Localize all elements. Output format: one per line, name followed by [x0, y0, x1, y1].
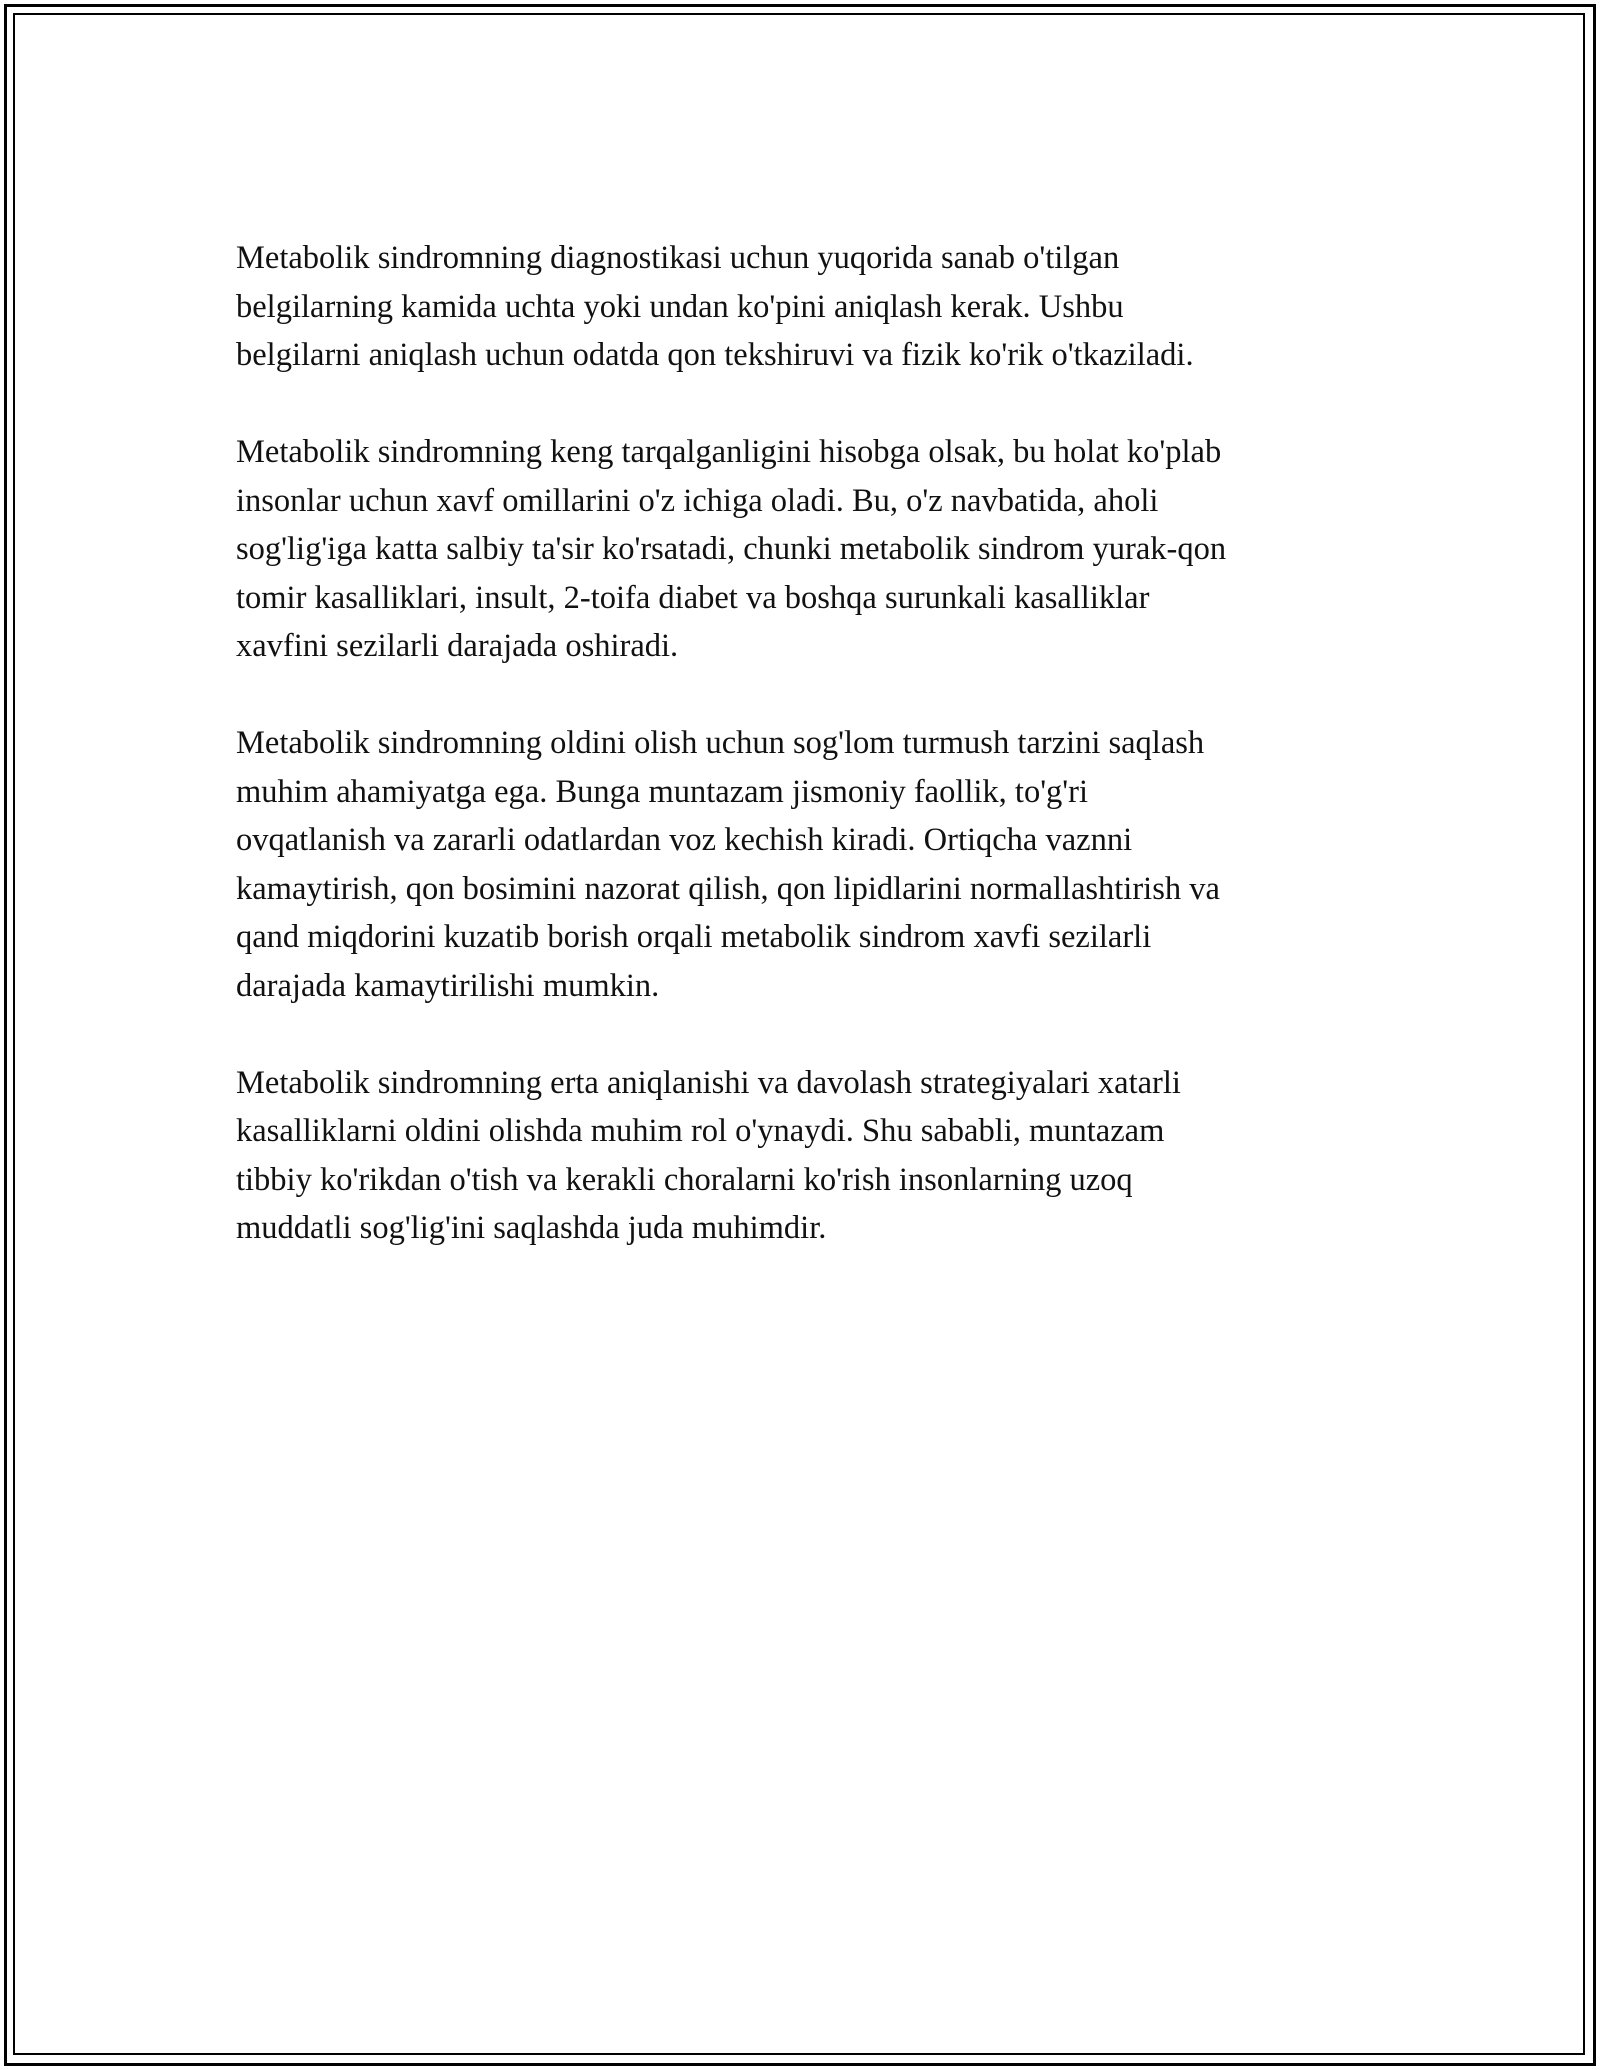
- paragraph-4: [236, 1059, 1366, 1253]
- text-line: Metabolik sindromning erta aniqlanishi va davolash strategiyalari xatarli: [236, 1064, 1181, 1101]
- paragraph-1: [236, 234, 1366, 380]
- text-line: Metabolik sindromning keng tarqalganligini hisobga olsak, bu holat ko'plab: [236, 434, 1222, 470]
- paragraph-3: [236, 719, 1366, 1010]
- text-line: belgilarni aniqlash uchun odatda qon tekshiruvi va fizik ko'rik o'tkaziladi.: [236, 337, 1194, 373]
- text-line: muddatli sog'lig'ini saqlashda juda muhimdir.: [236, 1210, 827, 1246]
- text-line: Metabolik sindromning diagnostikasi uchun yuqorida sanab o'tilgan: [236, 240, 1120, 276]
- text-line: tibbiy ko'rikdan o'tish va kerakli choralarni ko'rish insonlarning uzoq: [236, 1161, 1133, 1198]
- paragraph-2: [236, 428, 1366, 671]
- text-line: xavfini sezilarli darajada oshiradi.: [236, 628, 679, 664]
- document-body: [236, 234, 1366, 1301]
- text-line: kamaytirish, qon bosimini nazorat qilish, qon lipidlarini normallashtirish va: [236, 870, 1220, 907]
- text-line: Metabolik sindromning oldini olish uchun sog'lom turmush tarzini saqlash: [236, 725, 1205, 761]
- text-line: sog'lig'iga katta salbiy ta'sir ko'rsatadi, chunki metabolik sindrom yurak-qon: [236, 531, 1227, 567]
- text-line: muhim ahamiyatga ega. Bunga muntazam jismoniy faollik, to'g'ri: [236, 773, 1089, 810]
- text-line: qand miqdorini kuzatib borish orqali metabolik sindrom xavfi sezilarli: [236, 919, 1152, 955]
- text-line: belgilarning kamida uchta yoki undan ko'pini aniqlash kerak. Ushbu: [236, 288, 1124, 325]
- text-line: kasalliklarni oldini olishda muhim rol o'ynaydi. Shu sababli, muntazam: [236, 1113, 1165, 1149]
- text-line: ovqatlanish va zararli odatlardan voz kechish kiradi. Ortiqcha vaznni: [236, 822, 1133, 858]
- text-line: tomir kasalliklari, insult, 2-toifa diabet va boshqa surunkali kasalliklar: [236, 579, 1150, 616]
- text-line: darajada kamaytirilishi mumkin.: [236, 967, 660, 1004]
- text-line: insonlar uchun xavf omillarini o'z ichiga oladi. Bu, o'z navbatida, aholi: [236, 482, 1159, 519]
